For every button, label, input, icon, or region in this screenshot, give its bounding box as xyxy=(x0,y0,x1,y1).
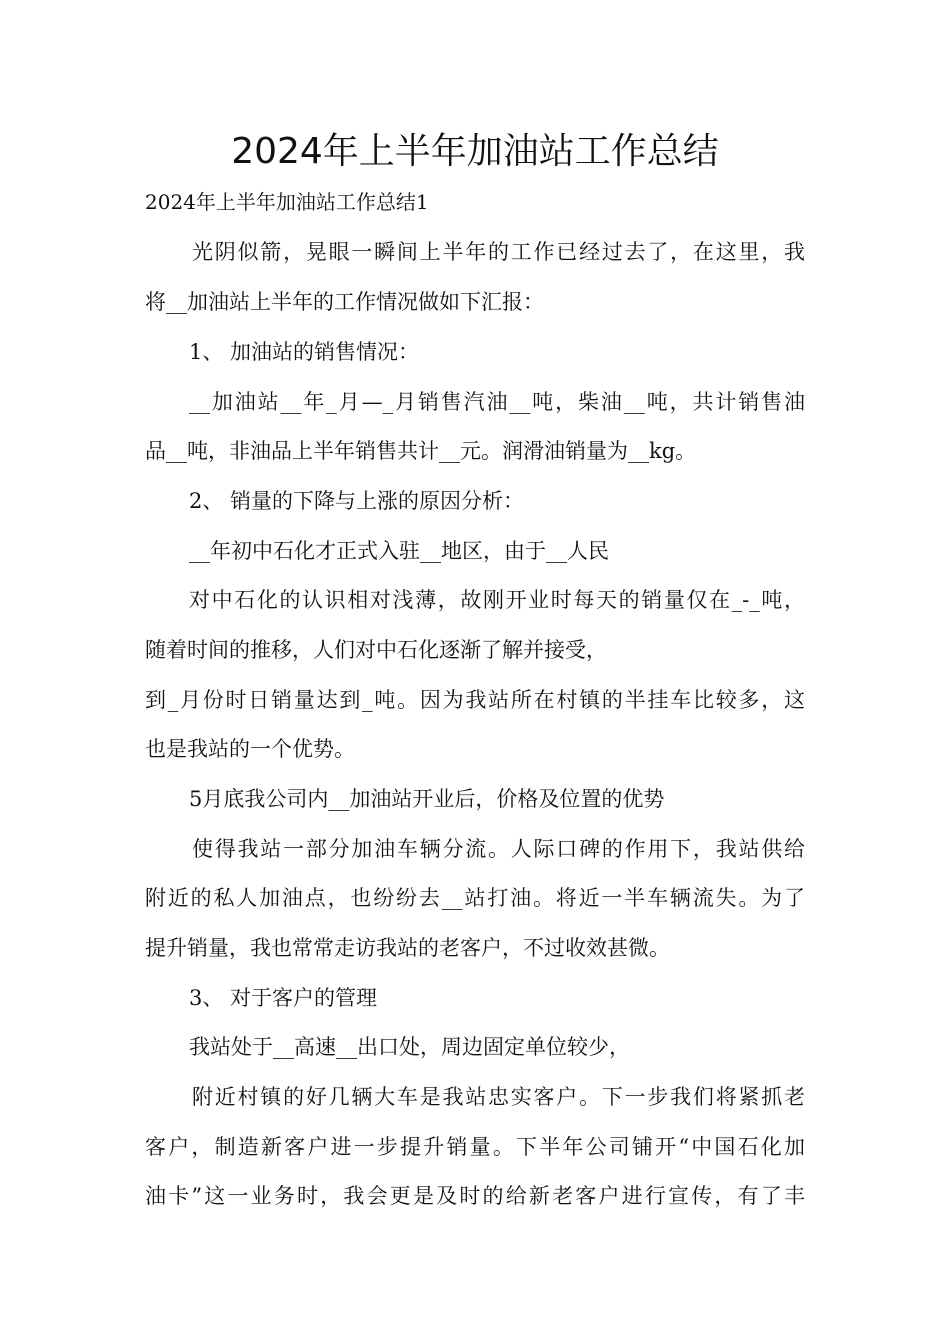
paragraph-line: 对中石化的认识相对浅薄，故刚开业时每天的销量仅在_-_吨， xyxy=(189,588,805,612)
document-title: 2024年上半年加油站工作总结 xyxy=(231,131,719,172)
paragraph-line: __加油站__年_月—_月销售汽油__吨，柴油__吨，共计销售油 xyxy=(189,390,805,414)
paragraph-line: 也是我站的一个优势。 xyxy=(145,737,355,761)
paragraph-line: __年初中石化才正式入驻__地区，由于__人民 xyxy=(189,539,609,563)
paragraph-line: 5月底我公司内__加油站开业后，价格及位置的优势 xyxy=(189,787,665,811)
paragraph-line: 到_月份时日销量达到_吨。因为我站所在村镇的半挂车比较多，这 xyxy=(145,688,805,712)
paragraph-line: 随着时间的推移，人们对中石化逐渐了解并接受， xyxy=(145,638,607,662)
paragraph-line: 提升销量，我也常常走访我站的老客户，不过收效甚微。 xyxy=(145,936,670,960)
paragraph-line: 光阴似箭，晃眼一瞬间上半年的工作已经过去了，在这里，我 xyxy=(192,240,805,264)
section-heading: 2、 销量的下降与上涨的原因分析： xyxy=(189,489,525,513)
paragraph-line: 油卡”这一业务时，我会更是及时的给新老客户进行宣传，有了丰 xyxy=(145,1184,805,1208)
section-heading: 1、 加油站的销售情况： xyxy=(189,340,420,364)
paragraph-line: 我站处于__高速__出口处，周边固定单位较少， xyxy=(189,1035,630,1059)
section-heading: 3、 对于客户的管理 xyxy=(189,986,378,1010)
paragraph-line: 品__吨，非油品上半年销售共计__元。润滑油销量为__kg。 xyxy=(145,439,697,463)
document-subtitle: 2024年上半年加油站工作总结1 xyxy=(145,190,429,214)
paragraph-line: 附近村镇的好几辆大车是我站忠实客户。下一步我们将紧抓老 xyxy=(192,1085,805,1109)
paragraph-line: 附近的私人加油点，也纷纷去__站打油。将近一半车辆流失。为了 xyxy=(145,886,805,910)
paragraph-line: 将__加油站上半年的工作情况做如下汇报： xyxy=(145,290,544,314)
paragraph-line: 客户，制造新客户进一步提升销量。下半年公司铺开“中国石化加 xyxy=(145,1135,805,1159)
paragraph-line: 使得我站一部分加油车辆分流。人际口碑的作用下，我站供给 xyxy=(192,837,805,861)
